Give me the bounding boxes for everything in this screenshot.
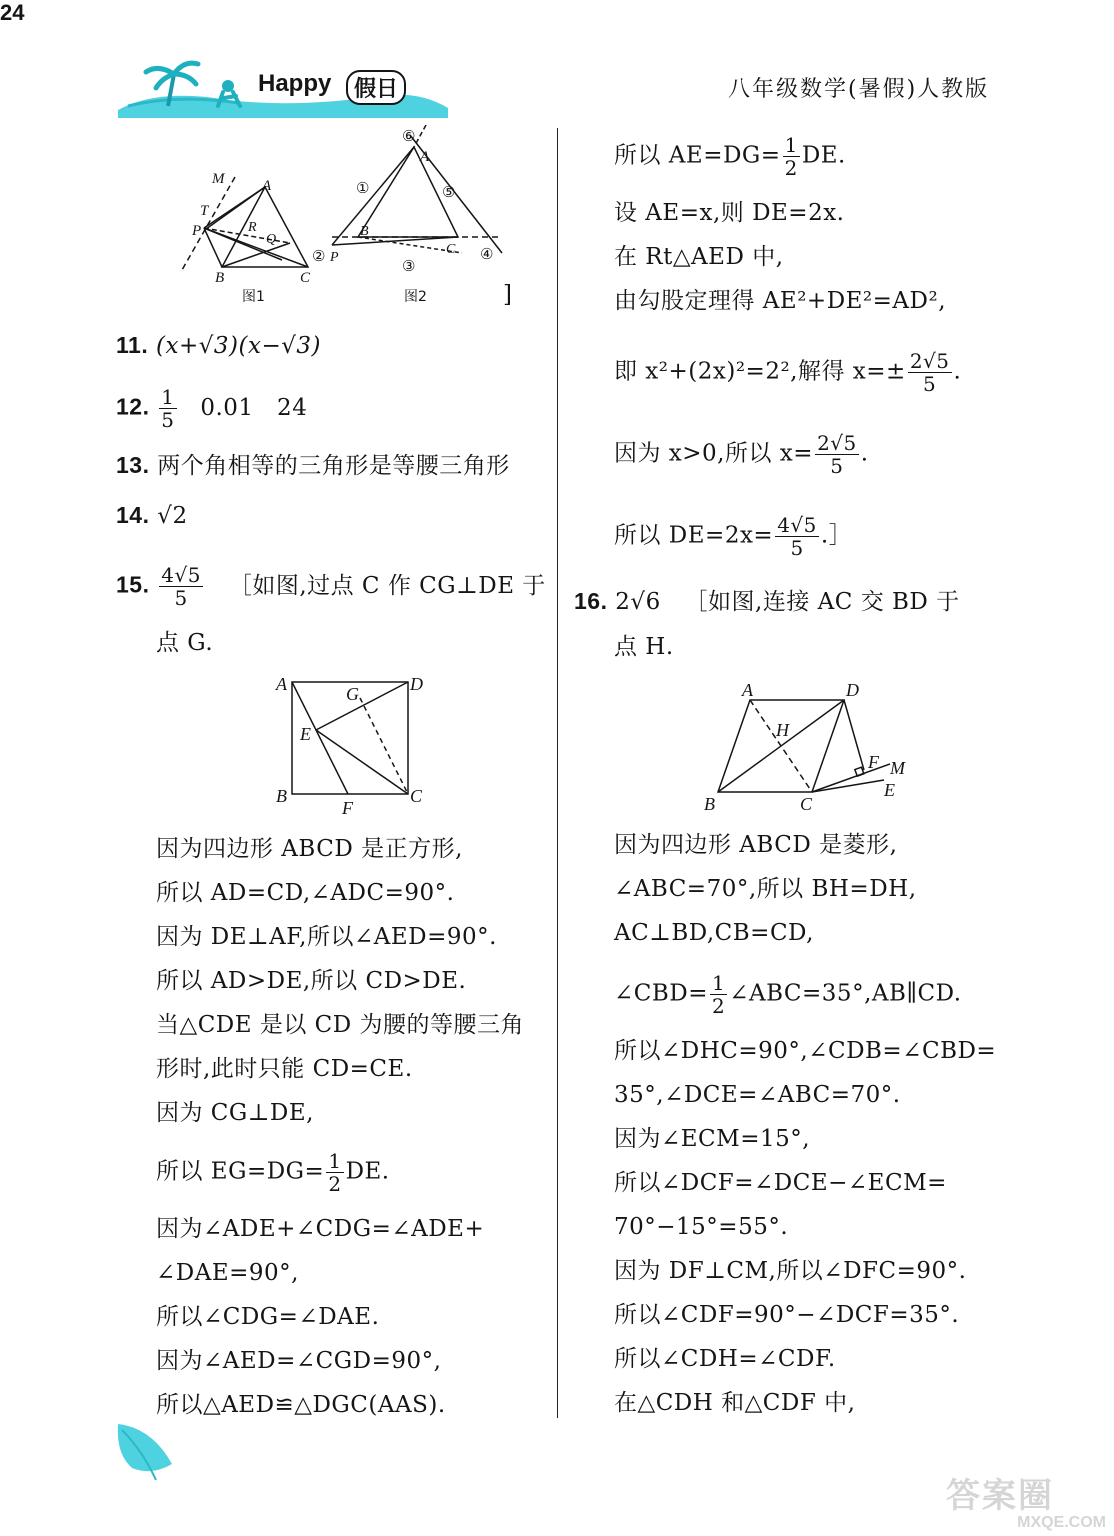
r16-line-8: 70°−15°=55°. [614, 1214, 789, 1240]
sq-label-f: F [342, 798, 353, 818]
fig2-label-6: ⑥ [402, 129, 416, 145]
l15-line-4: 所以 AD>DE,所以 CD>DE. [156, 968, 467, 994]
fig2-label-4: ④ [480, 247, 494, 263]
logo-badge: 假日 [346, 70, 406, 105]
r16-line-10: 所以∠CDF=90°−∠DCF=35°. [614, 1302, 960, 1328]
page-header-title: 八年级数学(暑假)人教版 [728, 77, 990, 102]
r16-line-11: 所以∠CDH=∠CDF. [614, 1346, 836, 1372]
sq-label-e: E [300, 724, 311, 744]
fig1-label-t: T [200, 203, 209, 219]
r-line-5: 即 x²+(2x)²=2²,解得 x=± $\frac{2√5}{5}$ . [614, 349, 962, 396]
l15-line-6: 形时,此时只能 CD=CE. [156, 1056, 413, 1082]
r7-fraction: $\frac{4√5}{5}$ [777, 513, 817, 560]
q12: 12. $\frac{1}{5}$ 0.01 24 [116, 385, 308, 432]
l15-line-3: 因为 DE⊥AF,所以∠AED=90°. [156, 924, 497, 950]
fig2-label-a: A [420, 149, 430, 165]
r16-cbd-line: ∠CBD= $\frac{1}{2}$ ∠ABC=35°,AB∥CD. [614, 971, 962, 1018]
header-logo [118, 48, 448, 118]
fig1-label-a: A [262, 178, 272, 194]
sq-label-b: B [276, 786, 287, 806]
q15-fraction: $\frac{4√5}{5}$ [161, 563, 201, 610]
rh-label-e: E [884, 780, 895, 800]
logo-word: Happy [258, 70, 332, 97]
r16-line-7: 所以∠DCF=∠DCE−∠ECM= [614, 1170, 947, 1196]
l15-line-12: 所以△AED≌△DGC(AAS). [156, 1392, 446, 1418]
fig2-caption: 图2 [404, 289, 427, 305]
rh-label-c: C [800, 794, 813, 814]
r-line-1: 所以 AE=DG= $\frac{1}{2}$ DE. [614, 133, 846, 180]
r1-fraction: $\frac{1}{2}$ [784, 133, 798, 180]
r16-line-1: 因为四边形 ABCD 是菱形, [614, 832, 898, 858]
fig1-label-q: Q [266, 232, 277, 247]
q15-intro-cont: 点 G. [156, 630, 214, 656]
fig1-label-r: R [248, 220, 257, 235]
rh-label-d: D [846, 680, 859, 700]
r16-line-12: 在△CDH 和△CDF 中, [614, 1390, 856, 1416]
fig2-label-1: ① [356, 181, 370, 197]
eg-fraction: $\frac{1}{2}$ [328, 1149, 342, 1196]
cbd-fraction: $\frac{1}{2}$ [711, 971, 726, 1018]
r-line-4: 由勾股定理得 AE²+DE²=AD², [614, 288, 947, 314]
q13: 13. 两个角相等的三角形是等腰三角形 [116, 452, 510, 479]
fig2-label-2: ② [312, 249, 326, 265]
rh-label-f: F [868, 752, 879, 772]
r16-line-5: 35°,∠DCE=∠ABC=70°. [614, 1082, 901, 1108]
l15-line-7: 因为 CG⊥DE, [156, 1100, 314, 1126]
rh-label-b: B [704, 794, 715, 814]
fig1-label-b: B [215, 270, 225, 286]
q14: 14. √2 [116, 502, 188, 529]
rh-label-a: A [742, 680, 753, 700]
l15-line-11: 因为∠AED=∠CGD=90°, [156, 1348, 442, 1374]
r-line-7: 所以 DE=2x= $\frac{4√5}{5}$ .］ [614, 513, 853, 560]
l15-line-10: 所以∠CDG=∠DAE. [156, 1304, 380, 1330]
watermark: 答案圈 MXQE.COM [946, 1476, 1106, 1531]
l15-line-2: 所以 AD=CD,∠ADC=90°. [156, 880, 455, 906]
q12-fraction: $\frac{1}{5}$ [161, 385, 175, 432]
r16-line-6: 因为∠ECM=15°, [614, 1126, 811, 1152]
fig2-label-p: P [330, 250, 339, 265]
rhombus-figure [700, 676, 920, 816]
r6-fraction: $\frac{2√5}{5}$ [817, 431, 857, 478]
q15: 15. $\frac{4√5}{5}$ ［如图,过点 C 作 CG⊥DE 于 [116, 563, 546, 610]
rh-label-h: H [776, 720, 789, 740]
r16-line-3: AC⊥BD,CB=CD, [614, 920, 814, 946]
r-line-3: 在 Rt△AED 中, [614, 244, 784, 270]
r-line-2: 设 AE=x,则 DE=2x. [614, 200, 845, 226]
l15-line-8: 因为∠ADE+∠CDG=∠ADE+ [156, 1216, 485, 1242]
fig2-label-c: C [446, 242, 456, 257]
sq-label-g: G [346, 684, 359, 704]
fig1-label-m: M [212, 171, 225, 187]
l15-eg-line: 所以 EG=DG= $\frac{1}{2}$ DE. [156, 1149, 390, 1196]
sq-label-a: A [276, 674, 287, 694]
page-number: 24 [0, 0, 25, 25]
sq-label-c: C [410, 786, 423, 806]
closing-bracket: ] [503, 282, 513, 308]
l15-line-1: 因为四边形 ABCD 是正方形, [156, 836, 463, 862]
fig1-label-c: C [300, 270, 311, 286]
q16: 16. 2√6 ［如图,连接 AC 交 BD 于 [574, 588, 960, 615]
r16-line-2: ∠ABC=70°,所以 BH=DH, [614, 876, 917, 902]
column-divider [557, 128, 558, 1418]
fig1-caption: 图1 [242, 289, 265, 305]
r5-fraction: $\frac{2√5}{5}$ [909, 349, 950, 396]
l15-line-5: 当△CDE 是以 CD 为腰的等腰三角 [156, 1012, 524, 1038]
fig1-label-p: P [192, 223, 202, 239]
r16-line-4: 所以∠DHC=90°,∠CDB=∠CBD= [614, 1038, 997, 1064]
r16-line-9: 因为 DF⊥CM,所以∠DFC=90°. [614, 1258, 967, 1284]
l15-line-9: ∠DAE=90°, [156, 1260, 299, 1286]
fig2-label-5: ⑤ [442, 185, 456, 201]
sq-label-d: D [410, 674, 423, 694]
figures-1-2 [170, 125, 530, 310]
r-line-6: 因为 x>0,所以 x= $\frac{2√5}{5}$ . [614, 431, 869, 478]
fig2-label-3: ③ [402, 259, 416, 275]
fig2-label-b: B [360, 224, 369, 239]
rh-label-m: M [890, 758, 905, 778]
q16-intro-cont: 点 H. [614, 634, 674, 660]
leaf-decoration-icon [112, 1420, 176, 1490]
square-figure [268, 668, 438, 818]
q11: 11. (x+√3)(x−√3) [116, 332, 321, 359]
